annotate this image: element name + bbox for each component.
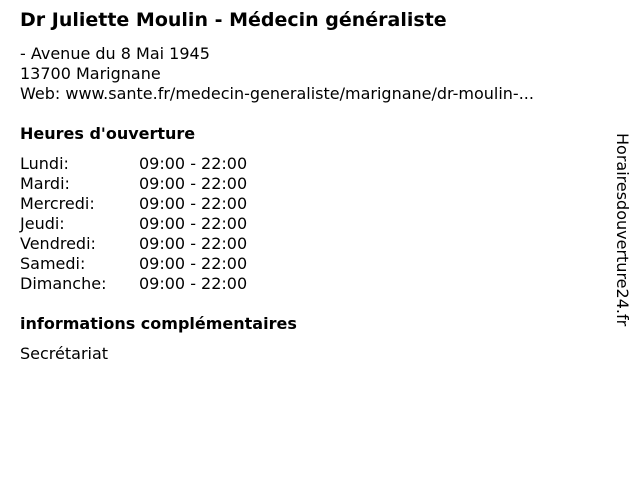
time-range: 09:00 - 22:00 (139, 174, 248, 193)
postal-city: 13700 Marignane (20, 64, 161, 83)
site-brand-vertical: Horairesdouverture24.fr (613, 133, 632, 327)
opening-hours-table (20, 154, 280, 294)
time-range: 09:00 - 22:00 (139, 234, 248, 253)
hours-row-friday (20, 234, 280, 254)
time-range: 09:00 - 22:00 (139, 194, 248, 213)
opening-hours-heading: Heures d'ouverture (20, 124, 196, 143)
time-range: 09:00 - 22:00 (139, 254, 248, 273)
day-label: Mardi: (20, 174, 70, 193)
time-range: 09:00 - 22:00 (139, 154, 248, 173)
hours-row-saturday (20, 254, 280, 274)
street-address: - Avenue du 8 Mai 1945 (20, 44, 210, 63)
additional-info-text: Secrétariat (20, 344, 109, 363)
page-title: Dr Juliette Moulin - Médecin généraliste (20, 9, 447, 31)
website-link[interactable]: Web: www.sante.fr/medecin-generaliste/marignane/dr-moulin-... (20, 84, 534, 103)
hours-row-tuesday (20, 174, 280, 194)
day-label: Lundi: (20, 154, 69, 173)
day-label: Vendredi: (20, 234, 96, 253)
day-label: Mercredi: (20, 194, 95, 213)
additional-info-heading: informations complémentaires (20, 314, 297, 333)
day-label: Samedi: (20, 254, 86, 273)
address-block (20, 44, 534, 104)
hours-row-sunday (20, 274, 280, 294)
hours-row-thursday (20, 214, 280, 234)
hours-row-wednesday (20, 194, 280, 214)
time-range: 09:00 - 22:00 (139, 274, 248, 293)
time-range: 09:00 - 22:00 (139, 214, 248, 233)
day-label: Dimanche: (20, 274, 107, 293)
day-label: Jeudi: (20, 214, 65, 233)
hours-row-monday (20, 154, 280, 174)
